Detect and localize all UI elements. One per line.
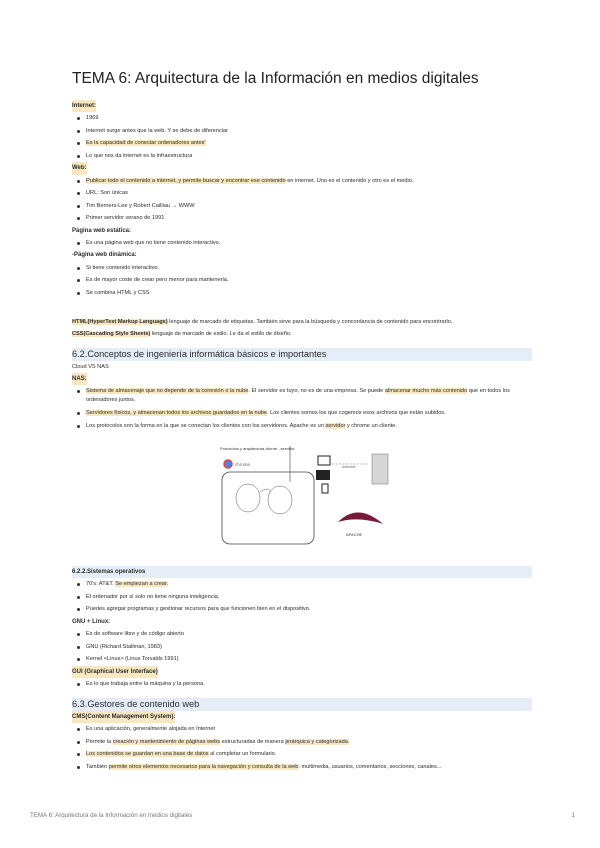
- highlight-text: Sistema de almacenaje que no depende de la conexión o la nube: [86, 388, 249, 395]
- text: en internet. Uno es el contenido y otro es el medio.: [285, 177, 414, 184]
- list-item: Kernel <Linux> (Linus Torvalds 1991): [72, 653, 532, 666]
- list-item: Internet surge antes que la web. Y se debe de diferenciar: [72, 125, 532, 138]
- text: estructuradas de manera: [220, 738, 286, 745]
- chrome-icon: [224, 460, 232, 468]
- list-item: [72, 385, 532, 407]
- highlight-text: servidor: [325, 422, 346, 429]
- server-icon: [372, 454, 388, 484]
- text: Los protocolos son la forma en la que se conectan los clientes con los servidores. Apache es un: [86, 422, 326, 429]
- list-item: [72, 736, 532, 749]
- client-box: [222, 472, 314, 544]
- list-item: Es una aplicación, generalmente alojada en Internet: [72, 723, 532, 736]
- list-item: El ordenador por sí solo no tiene ninguna inteligencia.: [72, 591, 532, 604]
- list-item: Primer servidor verano de 1991: [72, 212, 532, 225]
- page-title: TEMA 6: Arquitectura de la Información en medios digitales: [72, 70, 479, 87]
- highlight-text: Publicar todo el contenido a internet, y permite buscar y encontrar ese contenido: [86, 177, 286, 184]
- section-6-3: [72, 696, 532, 773]
- ellipse-shape: [268, 486, 292, 514]
- term: CSS(Cascading Style Sheets): [72, 331, 151, 337]
- heading-6-3: 6.3.Gestores de contenido web: [72, 698, 532, 711]
- internet-label: Internet: [342, 464, 356, 469]
- text: Permite la: [86, 738, 113, 745]
- section-6-2-2: [72, 566, 532, 690]
- list-item: Puedes agregar programas y gestionar recursos para que funcionen bien en el dispositivo.: [72, 603, 532, 616]
- dynamic-label: -Página web dinámica:: [72, 252, 137, 259]
- arrow-path: [260, 489, 270, 492]
- laptop-icon: [316, 470, 330, 480]
- list-item: Se combina HTML y CSS: [72, 287, 532, 300]
- list-item: [72, 420, 532, 433]
- nas-label: NAS:: [72, 373, 87, 385]
- list-item: [72, 578, 532, 591]
- list-item: [72, 761, 532, 774]
- client-server-diagram: [218, 442, 398, 560]
- text: y chrome un cliente.: [345, 422, 397, 429]
- list-item: GNU (Richard Stallman, 1983): [72, 641, 532, 654]
- page-number: 1: [571, 812, 575, 819]
- list-item: [72, 175, 532, 188]
- highlight-text: Es la capacidad de conectar ordenadores antes': [86, 140, 206, 147]
- list-item: 1969: [72, 112, 532, 125]
- monitor-icon: [318, 456, 330, 465]
- os-list: [72, 578, 532, 616]
- section-definitions: [72, 316, 532, 340]
- list-item: Tim Berners-Lee y Robert Cailliau → WWW: [72, 200, 532, 213]
- ellipse-shape: [236, 484, 260, 512]
- list-item: Es de mayor coste de crear pero menor para mantenerla.: [72, 274, 532, 287]
- list-item: [72, 407, 532, 420]
- text: que en todos los ordenadores juntos.: [86, 388, 510, 404]
- css-definition: [72, 328, 532, 340]
- text: 70's: AT&T.: [86, 581, 116, 588]
- highlight-text: Servidores físicos, y almacenan todos los archivos guardados en la nube: [86, 410, 267, 417]
- list-item: [72, 748, 532, 761]
- text: : multimedia, usuarios, comentarios, secciones, canales...: [298, 763, 442, 770]
- page-footer: [30, 812, 575, 819]
- heading-6-2-2: 6.2.2.Sistemas operativos: [72, 566, 532, 578]
- list-item: Es lo que trabaja entre la máquina y la persona.: [72, 678, 532, 691]
- heading-6-2: 6.2.Conceptos de ingeniería informática básicos e importantes: [72, 348, 532, 361]
- static-list: [72, 237, 532, 250]
- highlight-text: almacenar mucho más contenido: [384, 388, 468, 395]
- text: También: [86, 763, 109, 770]
- list-item: [72, 150, 532, 163]
- text: al completar un formulario.: [208, 751, 277, 758]
- diagram-caption: Protocolos y arquitectura cliente - servidor: [220, 446, 295, 451]
- text: lenguaje de marcado de etiquetas. También sirve para la búsqueda y concordancia de contenido para encontrarlo.: [167, 319, 453, 325]
- gnu-list: [72, 628, 532, 666]
- gnu-label: GNU + Linux:: [72, 618, 111, 625]
- dynamic-list: [72, 262, 532, 300]
- apache-label: APACHE: [346, 532, 363, 537]
- list-item: Es una página web que no tiene contenido interactivo.: [72, 237, 532, 250]
- gui-label: GUI (Graphical User Interface): [72, 666, 158, 678]
- web-list: [72, 175, 532, 225]
- highlight-text: jerárquica y categorizada.: [285, 738, 350, 745]
- chrome-label: chrome: [235, 462, 251, 467]
- static-label: Página web estática:: [72, 227, 132, 234]
- term: HTML(HyperText Markup Language): [72, 319, 168, 325]
- list-item: Si tiene contenido interactivo.: [72, 262, 532, 275]
- list-item: Es de software libre y de código abierto: [72, 628, 532, 641]
- apache-feather-icon: [338, 512, 383, 524]
- cms-list: [72, 723, 532, 773]
- gui-list: [72, 678, 532, 691]
- highlight-text: Los contenidos se guardan en una base de datos: [86, 751, 209, 758]
- phone-icon: [322, 484, 328, 493]
- section-6-2: [72, 346, 532, 432]
- internet-label: Internet:: [72, 100, 96, 112]
- footer-title: TEMA 6: Arquitectura de la Información en medios digitales: [30, 812, 193, 819]
- highlight-text: permite otros elementos necesarios para la navegación y consulta de la web: [108, 763, 299, 770]
- text: . Los clientes somos los que cogemos esos archivos que están subidos.: [266, 410, 446, 417]
- text: lenguaje de marcado de estilo. Le da el estilo de diseño.: [150, 331, 292, 337]
- list-item: URL: Son únicas: [72, 187, 532, 200]
- highlight-text: Se empiezan a crear.: [115, 581, 169, 588]
- web-label: Web:: [72, 162, 87, 174]
- list-item: [72, 137, 532, 150]
- subheading-cloud-nas: Cloud VS NAS: [72, 364, 109, 370]
- text: . El servidor es tuyo, no es de una empresa. Se puede: [248, 388, 385, 395]
- html-definition: [72, 316, 532, 328]
- section-internet: [72, 100, 532, 299]
- text: Lo que nos da internet es la infraestructura: [86, 152, 193, 159]
- internet-list: [72, 112, 532, 162]
- nas-list: [72, 385, 532, 432]
- cms-label: CMS(Content Management System):: [72, 711, 175, 723]
- highlight-text: creación y mantenimiento de páginas webs: [112, 738, 221, 745]
